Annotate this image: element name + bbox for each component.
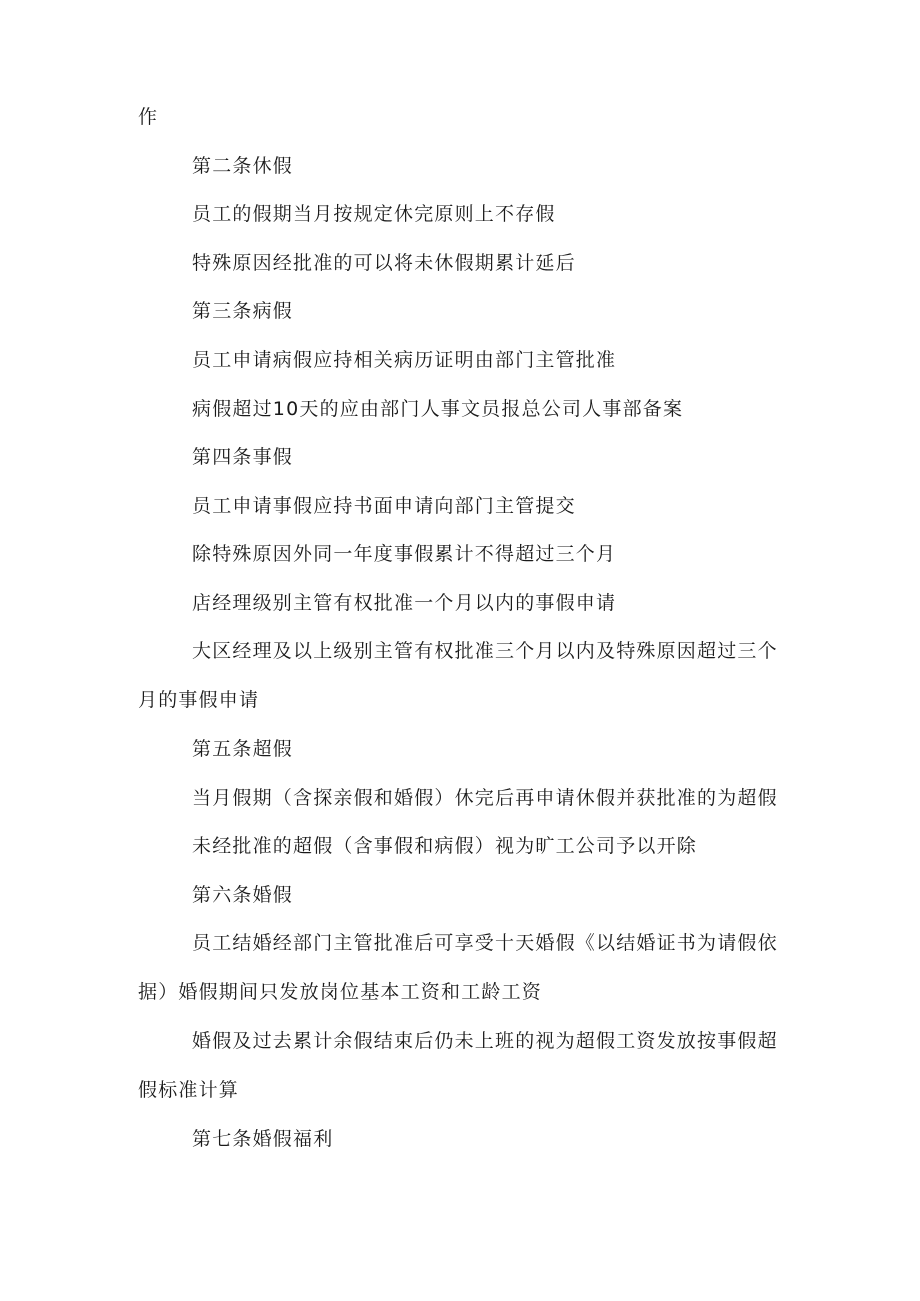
paragraph: 婚假及过去累计余假结束后仍未上班的视为超假工资发放按事假超假标准计算 (138, 1029, 778, 1101)
document-body (138, 105, 778, 1175)
paragraph-continuation: 作 (138, 106, 159, 128)
paragraph: 店经理级别主管有权批准一个月以内的事假申请 (192, 591, 617, 614)
paragraph: 病假超过10天的应由部门人事文员报总公司人事部备案 (192, 397, 684, 420)
heading-article-4: 第四条事假 (192, 446, 294, 469)
heading-article-5: 第五条超假 (192, 738, 294, 761)
paragraph: 除特殊原因外同一年度事假累计不得超过三个月 (192, 543, 617, 566)
paragraph: 大区经理及以上级别主管有权批准三个月以内及特殊原因超过三个月的事假申请 (138, 640, 778, 712)
heading-article-7: 第七条婚假福利 (192, 1127, 334, 1150)
paragraph: 员工申请病假应持相关病历证明由部门主管批准 (192, 348, 617, 371)
heading-article-2: 第二条休假 (192, 154, 294, 177)
paragraph: 员工申请事假应持书面申请向部门主管提交 (192, 494, 576, 517)
paragraph: 员工结婚经部门主管批准后可享受十天婚假《以结婚证书为请假依据）婚假期间只发放岗位基本工资和工龄工资 (138, 932, 778, 1003)
heading-article-3: 第三条病假 (192, 300, 294, 323)
paragraph: 特殊原因经批准的可以将未休假期累计延后 (192, 251, 576, 274)
paragraph: 员工的假期当月按规定休完原则上不存假 (192, 203, 556, 226)
paragraph: 当月假期（含探亲假和婚假）休完后再申请休假并获批准的为超假 (192, 786, 778, 809)
paragraph: 未经批准的超假（含事假和病假）视为旷工公司予以开除 (192, 835, 698, 858)
heading-article-6: 第六条婚假 (192, 883, 294, 906)
